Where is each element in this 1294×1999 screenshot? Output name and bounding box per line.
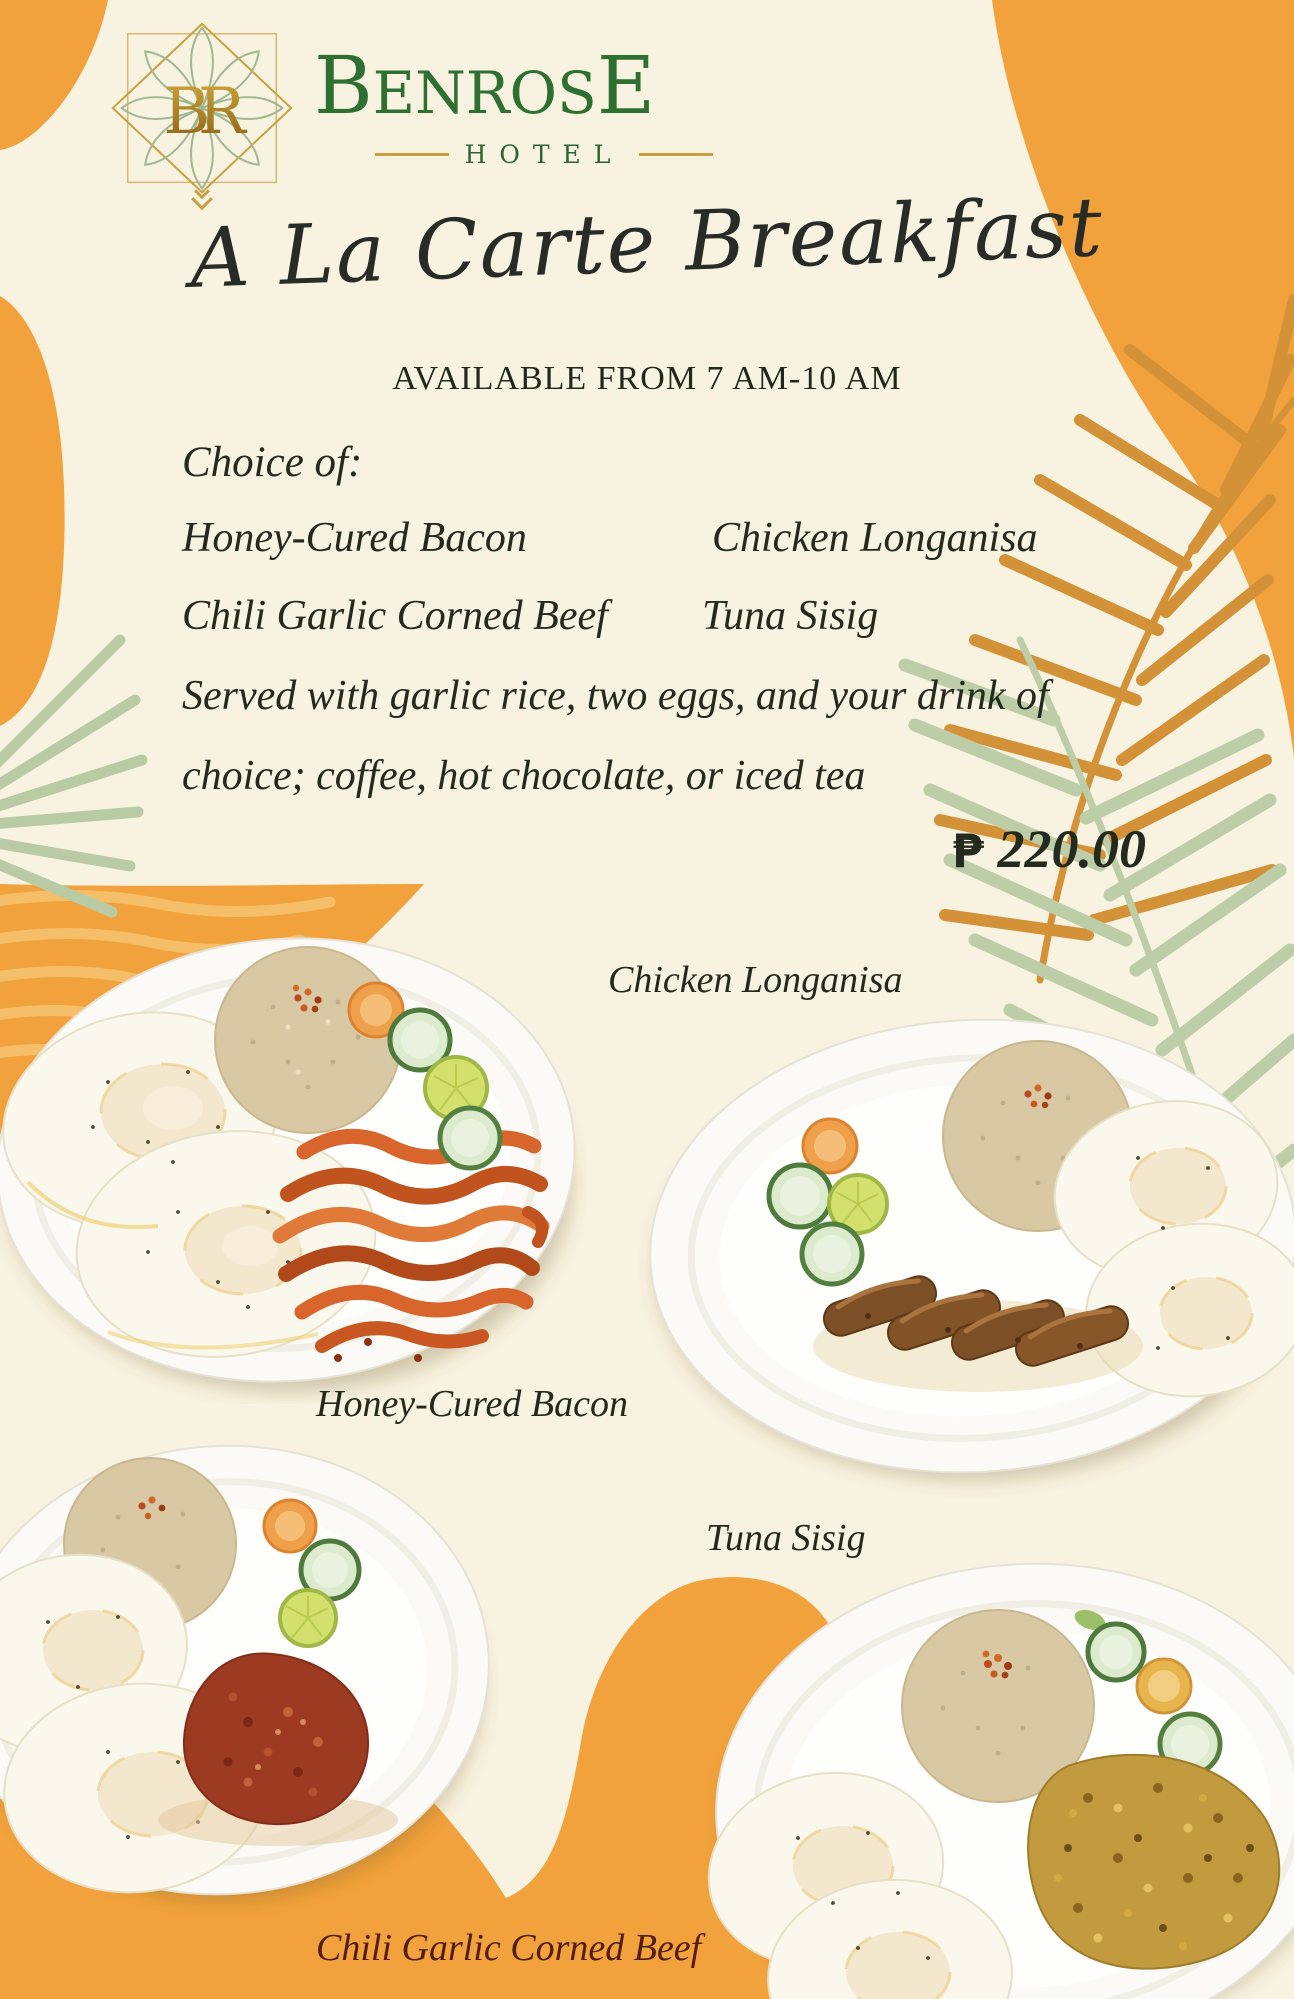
- hotel-subtitle: [314, 140, 774, 169]
- gold-divider-left: [375, 153, 449, 156]
- choice-item-honey-cured-bacon: Honey-Cured Bacon: [182, 515, 527, 561]
- hotel-logo-emblem: [98, 14, 306, 218]
- choice-heading: Choice of:: [182, 439, 363, 486]
- choice-item-chili-garlic-corned-beef: Chili Garlic Corned Beef: [182, 593, 608, 639]
- page-title: A La Carte Breakfast: [188, 180, 1106, 307]
- choice-item-tuna-sisig: Tuna Sisig: [702, 593, 879, 639]
- garlic-rice-mound: [215, 947, 401, 1133]
- hotel-name-initial: B: [314, 39, 373, 132]
- description-line-1: Served with garlic rice, two eggs, and your drink of: [182, 673, 1049, 719]
- photo-honey-cured-bacon: [0, 912, 588, 1404]
- logo-monogram: BR: [163, 73, 234, 148]
- hotel-name-middle: ENROS: [372, 59, 597, 127]
- description-line-2: choice; coffee, hot chocolate, or iced tea: [182, 753, 866, 799]
- photo-label-honey-cured-bacon: Honey-Cured Bacon: [316, 1383, 628, 1425]
- photo-chili-garlic-corned-beef: [0, 1422, 500, 1924]
- photo-chicken-longanisa: [618, 998, 1294, 1500]
- photo-tuna-sisig: [598, 1548, 1294, 1999]
- hotel-name: [314, 39, 656, 132]
- photo-label-tuna-sisig: Tuna Sisig: [706, 1517, 866, 1559]
- hotel-name-final: E: [596, 39, 656, 132]
- price-amount: 220.00: [997, 819, 1146, 879]
- photo-label-chili-garlic-corned-beef: Chili Garlic Corned Beef: [316, 1927, 702, 1969]
- price: [952, 818, 1146, 880]
- photo-label-chicken-longanisa: Chicken Longanisa: [608, 959, 903, 1001]
- choice-item-chicken-longanisa: Chicken Longanisa: [712, 515, 1038, 561]
- gold-divider-right: [639, 153, 713, 156]
- peso-sign: ₱: [951, 824, 984, 878]
- hotel-subtitle-text: HOTEL: [464, 140, 624, 169]
- availability-text: AVAILABLE FROM 7 AM-10 AM: [392, 360, 902, 397]
